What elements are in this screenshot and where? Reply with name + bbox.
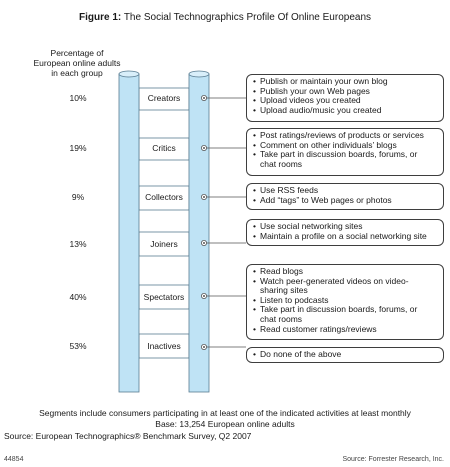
percent-joiners: 13% <box>69 239 87 249</box>
activity-item: • Use RSS feeds <box>253 186 438 196</box>
activity-list-creators <box>253 77 438 115</box>
activity-item: • Take part in discussion boards, forums, or chat rooms <box>253 150 420 169</box>
percent-collectors: 9% <box>71 192 85 202</box>
activity-item: • Comment on other individuals’ blogs <box>253 141 438 151</box>
figure-title-prefix: Figure 1: <box>78 12 122 23</box>
source-credit: Source: Forrester Research, Inc. <box>342 456 444 463</box>
ladder-rungs <box>139 88 189 358</box>
activity-item: • Publish your own Web pages <box>253 87 438 97</box>
activity-list-inactives <box>253 350 438 360</box>
rung-label-creators: Creators <box>147 93 181 103</box>
footnote-source: Source: European Technographics® Benchmark Survey, Q2 2007 <box>4 431 252 441</box>
figure-title-text: The Social Technographics Profile Of Online Europeans <box>123 12 372 23</box>
activity-item: • Upload audio/music you created <box>253 106 438 116</box>
y-label-line-1: Percentage of <box>50 48 104 58</box>
percent-creators: 10% <box>69 93 87 103</box>
activity-box-collectors <box>246 183 444 210</box>
activity-box-joiners <box>246 219 444 246</box>
activity-box-inactives <box>246 347 444 363</box>
activity-box-spectators <box>246 264 444 340</box>
percent-inactives: 53% <box>69 341 87 351</box>
y-label-line-3: in each group <box>51 68 103 78</box>
activity-item: • Upload videos you created <box>253 96 438 106</box>
activity-item: • Read blogs <box>253 267 438 277</box>
activity-item: • Watch peer-generated videos on video-sharing sites <box>253 277 410 296</box>
activity-item: • Read customer ratings/reviews <box>253 325 438 335</box>
footnote-base: Base: 13,254 European online adults <box>155 419 295 429</box>
activity-item: • Maintain a profile on a social networking site <box>253 232 438 242</box>
activity-item: • Do none of the above <box>253 350 438 360</box>
rung-label-critics: Critics <box>152 143 176 153</box>
percent-critics: 19% <box>69 143 87 153</box>
activity-box-critics <box>246 128 444 176</box>
footnote-segments: Segments include consumers participating in at least one of the indicated activities at least monthly <box>39 408 411 418</box>
activity-item: • Take part in discussion boards, forums, or chat rooms <box>253 305 430 324</box>
activity-item: • Listen to podcasts <box>253 296 438 306</box>
activity-list-spectators <box>253 267 438 334</box>
activity-item: • Use social networking sites <box>253 222 438 232</box>
activity-item: • Publish or maintain your own blog <box>253 77 438 87</box>
activity-list-joiners <box>253 222 438 241</box>
rung-label-spectators: Spectators <box>143 292 185 302</box>
rung-label-joiners: Joiners <box>150 239 178 249</box>
rung-label-collectors: Collectors <box>145 192 183 202</box>
activity-item: • Add “tags” to Web pages or photos <box>253 196 438 206</box>
figure-id: 44854 <box>4 456 24 463</box>
activity-list-critics <box>253 131 438 169</box>
y-label-line-2: European online adults <box>33 58 121 68</box>
activity-item: • Post ratings/reviews of products or services <box>253 131 438 141</box>
rung-label-inactives: Inactives <box>147 341 181 351</box>
activity-list-collectors <box>253 186 438 205</box>
percent-spectators: 40% <box>69 292 87 302</box>
connector-lines <box>204 98 246 347</box>
activity-box-creators <box>246 74 444 122</box>
